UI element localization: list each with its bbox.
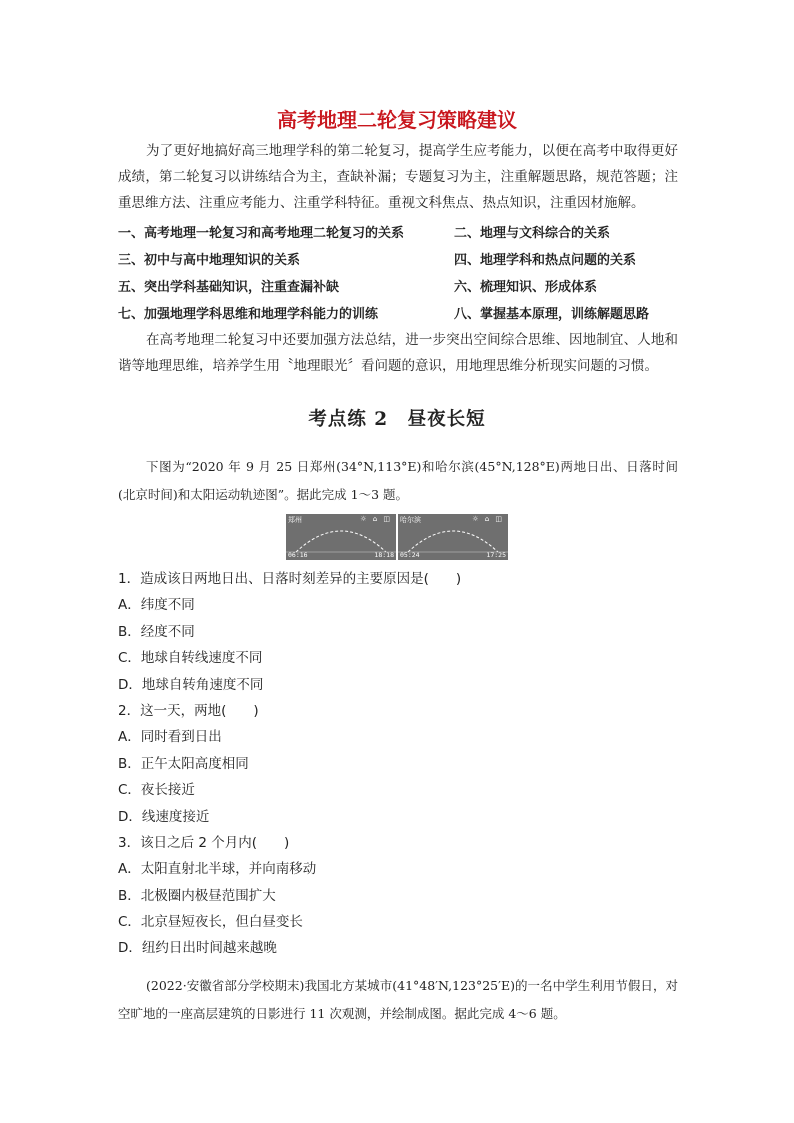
answer-option[interactable]: C．地球自转线速度不同 [118,650,263,667]
guideline-item: 六、梳理知识、形成体系 [454,280,598,295]
guideline-item: 一、高考地理一轮复习和高考地理二轮复习的关系 [118,226,405,241]
answer-option[interactable]: D．纽约日出时间越来越晚 [118,940,277,957]
city-label: 哈尔滨 [400,516,421,524]
sunset-time: 18:18 [374,551,394,559]
answer-option[interactable]: A．同时看到日出 [118,729,222,746]
question-stem: 2．这一天，两地( ) [118,702,259,719]
question-stem: 3．该日之后 2 个月内( ) [118,834,290,851]
guideline-item: 二、地理与文科综合的关系 [454,226,611,241]
guideline-item: 四、地理学科和热点问题的关系 [454,253,637,268]
intro-paragraph: 为了更好地搞好高三地理学科的第二轮复习，提高学生应考能力，以便在高考中取得更好成绩，第二轮复习以讲练结合为主，查缺补漏；专题复习为主，注重解题思路，规范答题；注重思维方法、注重应考能力、注重学科特征。重视文科焦点、热点知识，注重因材施解。 [118,143,678,211]
weather-icons: ☼ ⌂ ◫ [360,515,392,523]
guideline-item: 三、初中与高中地理知识的关系 [118,253,301,268]
section-title: 考点练 2 昼夜长短 [308,409,486,430]
closing-paragraph: 在高考地理二轮复习中还要加强方法总结，进一步突出空间综合思维、因地制宜、人地和谐等地理思维，培养学生用〝地理眼光〞看问题的意识，用地理思维分析现实问题的习惯。 [118,332,678,374]
sunrise-time: 05:24 [400,551,420,559]
sunrise-time: 06:16 [288,551,308,559]
material-text-2: (2022·安徽省部分学校期末)我国北方某城市(41°48′N,123°25′E)的一名中学生利用节假日，对空旷地的一座高层建筑的日影进行 11 次观测，并绘制成图。据此完成 4～6 题。 [118,978,678,1021]
weather-icons: ☼ ⌂ ◫ [472,515,504,523]
guideline-item: 八、掌握基本原理，训练解题思路 [454,307,650,322]
answer-option[interactable]: A．太阳直射北半球，并向南移动 [118,861,317,878]
answer-option[interactable]: B．北极圈内极昼范围扩大 [118,887,276,904]
answer-option[interactable]: D．地球自转角速度不同 [118,676,264,693]
guideline-row [118,247,678,274]
answer-option[interactable]: C．北京昼短夜长，但白昼变长 [118,914,303,931]
answer-option[interactable]: B．正午太阳高度相同 [118,755,249,772]
guideline-item: 五、突出学科基础知识，注重查漏补缺 [118,280,340,295]
questions-list [118,566,678,962]
city-label: 郑州 [288,516,302,524]
guidelines-list [118,220,678,328]
answer-option[interactable]: C．夜长接近 [118,782,195,799]
answer-option[interactable]: D．线速度接近 [118,808,210,825]
guideline-row [118,220,678,247]
guideline-row [118,301,678,328]
sun-path-panel-zhengzhou [286,514,396,560]
document-title: 高考地理二轮复习策略建议 [277,108,517,132]
answer-option[interactable]: B．经度不同 [118,623,195,640]
sun-path-figure [286,514,508,560]
guideline-row [118,274,678,301]
sun-path-panel-harbin [398,514,508,560]
sunset-time: 17:25 [486,551,506,559]
guideline-item: 七、加强地理学科思维和地理学科能力的训练 [118,307,379,322]
answer-option[interactable]: A．纬度不同 [118,597,195,614]
question-stem: 1．造成该日两地日出、日落时刻差异的主要原因是( ) [118,571,462,587]
material-text-1: 下图为“2020 年 9 月 25 日郑州(34°N,113°E)和哈尔滨(45°N,128°E)两地日出、日落时间(北京时间)和太阳运动轨迹图”。据此完成 1～3 题。 [118,459,678,502]
